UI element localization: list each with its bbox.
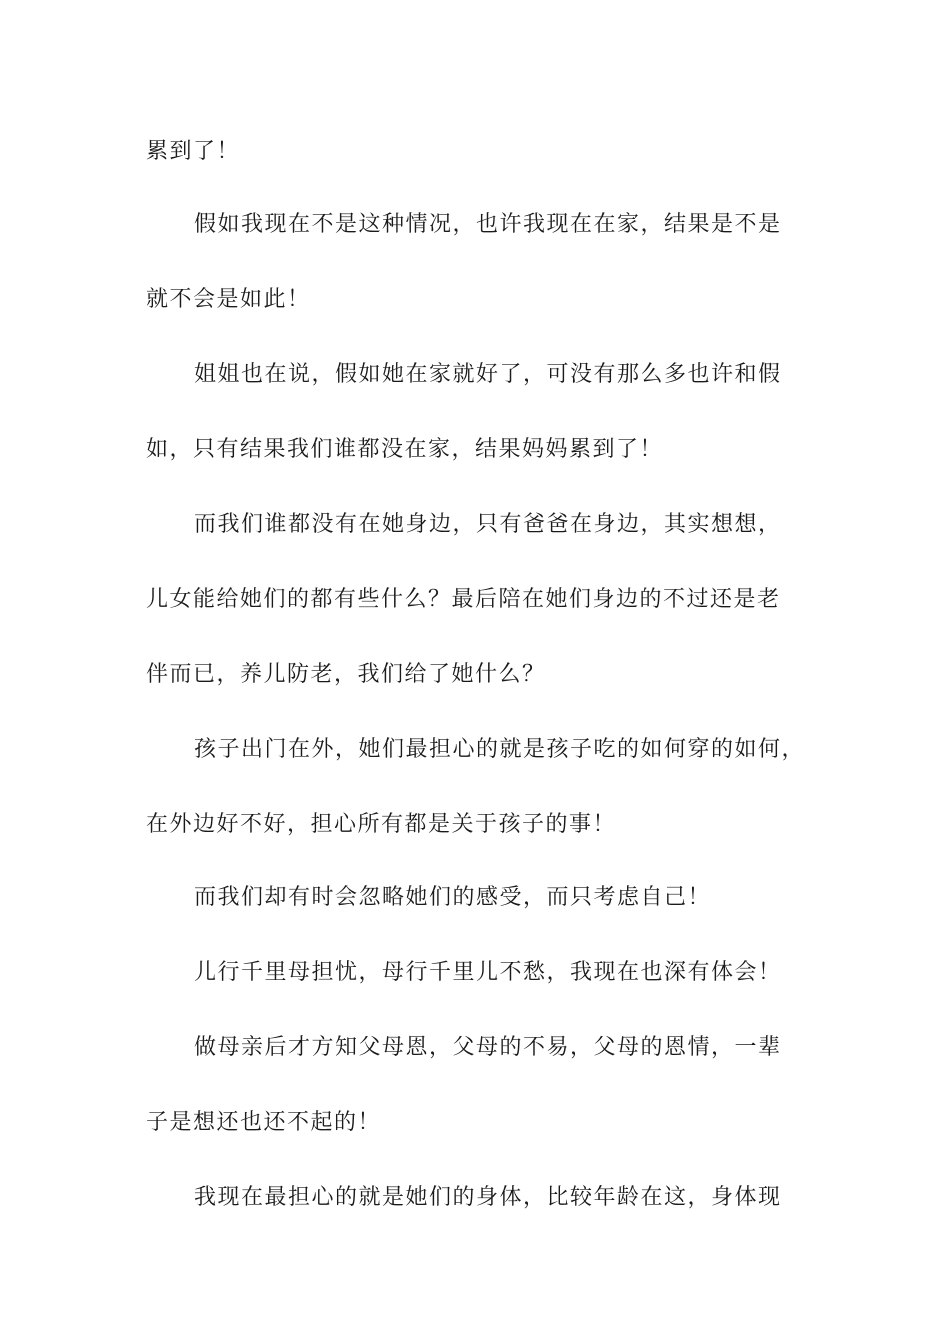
text-line-10: 在外边好不好，担心所有都是关于孩子的事！ xyxy=(146,812,617,837)
text-line-15: 我现在最担心的就是她们的身体，比较年龄在这，身体现 xyxy=(194,1185,782,1210)
text-line-3: 就不会是如此！ xyxy=(146,287,311,312)
text-line-11: 而我们却有时会忽略她们的感受，而只考虑自己！ xyxy=(194,885,712,910)
text-line-13: 做母亲后才方知父母恩，父母的不易，父母的恩情，一辈 xyxy=(194,1035,782,1060)
text-line-9: 孩子出门在外，她们最担心的就是孩子吃的如何穿的如何， xyxy=(194,737,806,762)
text-line-1: 累到了！ xyxy=(146,139,241,164)
text-line-4: 姐姐也在说，假如她在家就好了，可没有那么多也许和假 xyxy=(194,362,782,387)
text-line-7: 儿女能给她们的都有些什么？最后陪在她们身边的不过还是老 xyxy=(146,587,781,612)
text-line-12: 儿行千里母担忧，母行千里儿不愁，我现在也深有体会！ xyxy=(194,960,782,985)
text-line-8: 伴而已，养儿防老，我们给了她什么？ xyxy=(146,662,546,687)
text-line-6: 而我们谁都没有在她身边，只有爸爸在身边，其实想想， xyxy=(194,512,782,537)
text-line-5: 如，只有结果我们谁都没在家，结果妈妈累到了！ xyxy=(146,437,664,462)
text-line-14: 子是想还也还不起的！ xyxy=(146,1110,382,1135)
text-line-2: 假如我现在不是这种情况，也许我现在在家，结果是不是 xyxy=(194,212,782,237)
